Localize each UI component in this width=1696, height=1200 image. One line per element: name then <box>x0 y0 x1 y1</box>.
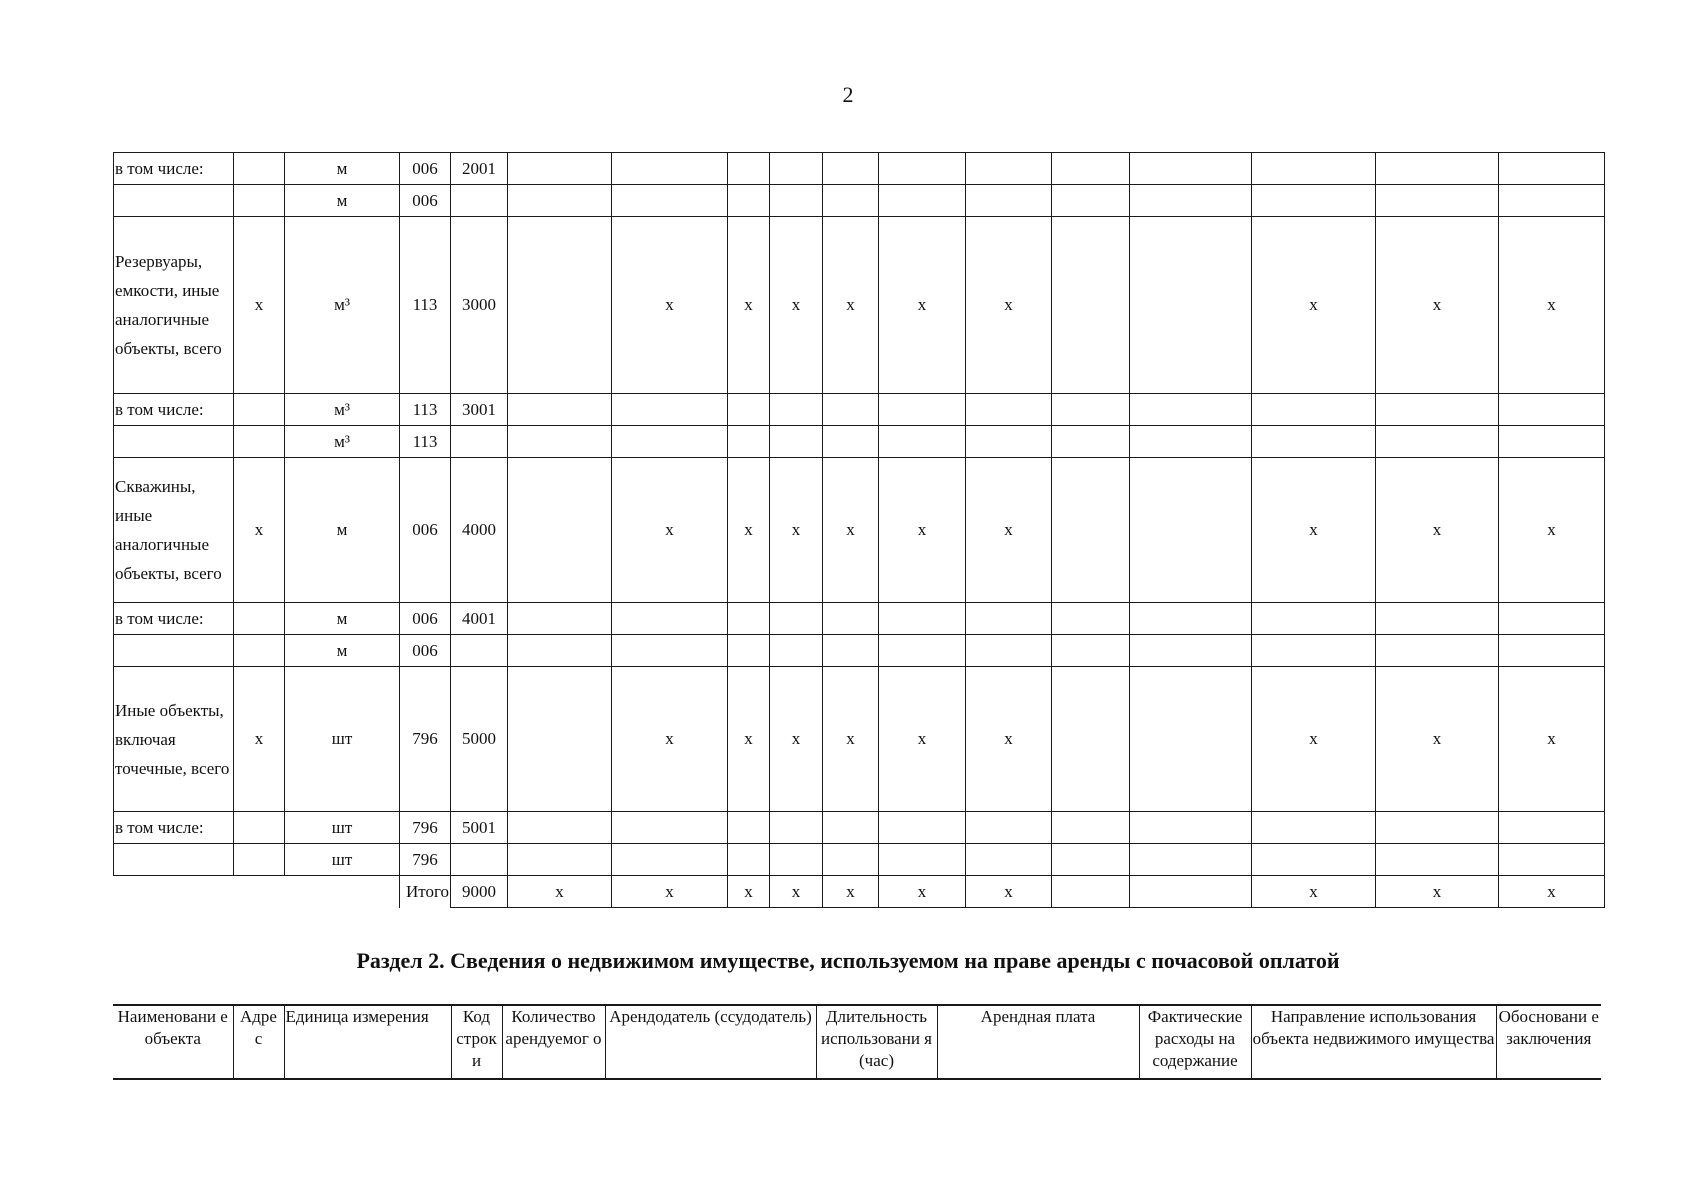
table-cell <box>728 185 770 217</box>
table-cell: х <box>728 217 770 394</box>
table-cell: х <box>234 667 285 812</box>
table-cell: х <box>823 217 879 394</box>
table-cell <box>879 844 966 876</box>
total-cell: х <box>879 876 966 908</box>
table-cell: х <box>234 458 285 603</box>
table-cell <box>1499 812 1605 844</box>
row-name-cell: в том числе: <box>114 394 234 426</box>
row-name-cell: Скважины, иные аналогичные объекты, всего <box>114 458 234 603</box>
table-cell <box>728 812 770 844</box>
table-row <box>114 153 1605 185</box>
table-cell <box>1499 635 1605 667</box>
table-cell <box>1130 812 1252 844</box>
total-cell: х <box>770 876 823 908</box>
table-cell: х <box>879 667 966 812</box>
table-cell <box>508 635 612 667</box>
table-cell <box>1052 812 1130 844</box>
table-cell <box>612 153 728 185</box>
row-name-cell: Иные объекты, включая точечные, всего <box>114 667 234 812</box>
table-cell <box>1376 394 1499 426</box>
table-cell: х <box>770 667 823 812</box>
table-cell <box>508 603 612 635</box>
table-cell <box>966 185 1052 217</box>
section-2-column-header: Наименовани е объекта <box>113 1005 233 1079</box>
table-cell <box>234 153 285 185</box>
table-cell <box>508 458 612 603</box>
table-cell <box>966 812 1052 844</box>
line-code-cell: 5000 <box>451 667 508 812</box>
section-2-header-table <box>113 1004 1601 1080</box>
unit-code-cell: 006 <box>400 185 451 217</box>
table-cell <box>612 426 728 458</box>
table-cell <box>966 394 1052 426</box>
table-row <box>114 458 1605 603</box>
table-cell: х <box>823 458 879 603</box>
table-cell: х <box>1252 217 1376 394</box>
table-cell <box>1130 603 1252 635</box>
table-cell <box>234 394 285 426</box>
row-name-cell: Резервуары, емкости, иные аналогичные объекты, всего <box>114 217 234 394</box>
row-name-cell <box>114 185 234 217</box>
table-cell <box>1052 185 1130 217</box>
table-cell: шт <box>285 812 400 844</box>
total-row <box>114 876 1605 908</box>
table-cell <box>1376 635 1499 667</box>
section-2-column-header: Количество арендуемог о <box>502 1005 605 1079</box>
total-cell: х <box>1499 876 1605 908</box>
table-cell <box>770 426 823 458</box>
table-cell <box>612 812 728 844</box>
table-cell: х <box>728 458 770 603</box>
section-2-column-header: Единица измерения <box>284 1005 451 1079</box>
table-cell <box>508 426 612 458</box>
table-cell <box>612 185 728 217</box>
table-cell: х <box>770 217 823 394</box>
table-cell <box>612 635 728 667</box>
unit-code-cell: 006 <box>400 635 451 667</box>
table-cell: х <box>1252 667 1376 812</box>
table-cell: х <box>770 458 823 603</box>
table-cell <box>1252 812 1376 844</box>
table-cell <box>966 603 1052 635</box>
table-cell: м <box>285 153 400 185</box>
table-cell <box>823 185 879 217</box>
row-name-cell <box>114 426 234 458</box>
table-cell <box>1499 153 1605 185</box>
table-cell <box>1499 844 1605 876</box>
table-cell <box>234 603 285 635</box>
table-cell: х <box>1376 667 1499 812</box>
table-cell <box>1052 844 1130 876</box>
line-code-cell: 2001 <box>451 153 508 185</box>
table-cell <box>234 185 285 217</box>
table-cell <box>508 844 612 876</box>
table-cell <box>879 185 966 217</box>
table-cell <box>728 153 770 185</box>
table-cell: х <box>612 217 728 394</box>
table-cell <box>879 812 966 844</box>
table-row <box>114 394 1605 426</box>
table-cell: м³ <box>285 217 400 394</box>
table-cell <box>1052 635 1130 667</box>
table-cell <box>612 603 728 635</box>
total-blank-cell <box>114 876 400 908</box>
table-cell <box>966 153 1052 185</box>
table-cell <box>1376 812 1499 844</box>
table-cell <box>728 635 770 667</box>
line-code-cell: 3000 <box>451 217 508 394</box>
table-cell: м³ <box>285 394 400 426</box>
table-cell: х <box>1376 217 1499 394</box>
table-cell <box>1252 185 1376 217</box>
unit-code-cell: 113 <box>400 217 451 394</box>
table-cell <box>966 635 1052 667</box>
table-cell: м <box>285 458 400 603</box>
total-cell <box>1052 876 1130 908</box>
table-cell <box>1130 426 1252 458</box>
table-cell <box>508 185 612 217</box>
line-code-cell <box>451 426 508 458</box>
table-cell <box>823 394 879 426</box>
table-cell <box>1130 394 1252 426</box>
table-cell: х <box>234 217 285 394</box>
section-2-column-header: Обосновани е заключения <box>1496 1005 1601 1079</box>
table-cell <box>234 426 285 458</box>
objects-table <box>113 152 1605 908</box>
line-code-cell <box>451 635 508 667</box>
table-cell <box>1052 667 1130 812</box>
table-row <box>114 217 1605 394</box>
table-cell <box>823 844 879 876</box>
row-name-cell: в том числе: <box>114 812 234 844</box>
table-cell <box>728 844 770 876</box>
table-cell: м <box>285 635 400 667</box>
section-2-column-header: Направление использования объекта недвижимого имущества <box>1251 1005 1496 1079</box>
unit-code-cell: 796 <box>400 667 451 812</box>
table-cell: х <box>823 667 879 812</box>
line-code-cell: 5001 <box>451 812 508 844</box>
table-cell <box>1052 458 1130 603</box>
table-cell: х <box>879 458 966 603</box>
table-cell: х <box>966 667 1052 812</box>
table-cell: х <box>879 217 966 394</box>
table-cell <box>879 153 966 185</box>
table-cell <box>612 844 728 876</box>
table-cell: х <box>966 458 1052 603</box>
table-cell: х <box>612 667 728 812</box>
table-cell <box>1130 153 1252 185</box>
table-cell <box>1376 603 1499 635</box>
table-cell: х <box>1252 458 1376 603</box>
table-cell: шт <box>285 844 400 876</box>
table-cell <box>1376 153 1499 185</box>
table-cell: м <box>285 603 400 635</box>
table-cell <box>1252 153 1376 185</box>
table-cell: м³ <box>285 426 400 458</box>
table-cell <box>770 603 823 635</box>
page-number: 2 <box>842 82 854 107</box>
table-cell <box>770 635 823 667</box>
table-cell <box>1130 217 1252 394</box>
table-cell <box>234 844 285 876</box>
table-row <box>114 844 1605 876</box>
total-cell <box>1130 876 1252 908</box>
total-cell: х <box>508 876 612 908</box>
table-cell <box>1252 635 1376 667</box>
table-cell <box>879 394 966 426</box>
table-cell: х <box>612 458 728 603</box>
table-cell <box>1252 426 1376 458</box>
table-row <box>114 185 1605 217</box>
table-cell <box>1499 394 1605 426</box>
section-2-column-header: Арендная плата <box>937 1005 1139 1079</box>
table-cell <box>823 426 879 458</box>
table-cell <box>1130 458 1252 603</box>
row-name-cell: в том числе: <box>114 603 234 635</box>
table-cell <box>1376 426 1499 458</box>
table-cell <box>1130 667 1252 812</box>
section-2-title: Раздел 2. Сведения о недвижимом имуществе, используемом на праве аренды с почасовой оплатой <box>356 948 1340 973</box>
line-code-cell <box>451 185 508 217</box>
table-cell <box>728 603 770 635</box>
table-cell: х <box>728 667 770 812</box>
table-cell <box>1252 844 1376 876</box>
table-cell <box>234 635 285 667</box>
total-cell: х <box>823 876 879 908</box>
total-cell: х <box>612 876 728 908</box>
table-cell <box>612 394 728 426</box>
table-cell <box>1499 185 1605 217</box>
total-label: Итого <box>400 876 451 908</box>
unit-code-cell: 113 <box>400 426 451 458</box>
table-cell <box>1052 394 1130 426</box>
table-cell <box>1052 603 1130 635</box>
unit-code-cell: 113 <box>400 394 451 426</box>
row-name-cell: в том числе: <box>114 153 234 185</box>
table-row <box>114 426 1605 458</box>
total-code-cell: 9000 <box>451 876 508 908</box>
table-cell <box>1052 426 1130 458</box>
table-cell <box>508 667 612 812</box>
section-2-column-header: Адре с <box>233 1005 284 1079</box>
unit-code-cell: 006 <box>400 458 451 603</box>
table-cell <box>728 426 770 458</box>
total-cell: х <box>966 876 1052 908</box>
table-cell <box>1376 844 1499 876</box>
section-2-column-header: Фактические расходы на содержание <box>1139 1005 1251 1079</box>
table-cell: м <box>285 185 400 217</box>
row-name-cell <box>114 635 234 667</box>
table-cell <box>879 426 966 458</box>
table-row <box>114 812 1605 844</box>
table-cell <box>770 185 823 217</box>
total-cell: х <box>1252 876 1376 908</box>
table-cell <box>1376 185 1499 217</box>
unit-code-cell: 006 <box>400 603 451 635</box>
table-cell <box>1130 635 1252 667</box>
table-cell <box>823 603 879 635</box>
table-cell <box>508 812 612 844</box>
table-cell: х <box>1499 667 1605 812</box>
table-cell <box>508 153 612 185</box>
table-cell <box>770 812 823 844</box>
table-row <box>114 667 1605 812</box>
table-cell <box>234 812 285 844</box>
table-cell <box>770 394 823 426</box>
table-cell <box>879 603 966 635</box>
table-cell: х <box>1499 217 1605 394</box>
table-cell <box>1052 217 1130 394</box>
unit-code-cell: 796 <box>400 844 451 876</box>
table-cell: х <box>966 217 1052 394</box>
table-cell <box>966 844 1052 876</box>
table-cell <box>879 635 966 667</box>
table-cell <box>1252 394 1376 426</box>
total-cell: х <box>728 876 770 908</box>
table-cell <box>1499 426 1605 458</box>
table-cell <box>1130 844 1252 876</box>
table-cell <box>770 844 823 876</box>
table-cell <box>508 394 612 426</box>
section-2-column-header: Код строк и <box>451 1005 502 1079</box>
table-cell <box>966 426 1052 458</box>
unit-code-cell: 006 <box>400 153 451 185</box>
table-cell: х <box>1376 458 1499 603</box>
table-cell: шт <box>285 667 400 812</box>
table-cell <box>1252 603 1376 635</box>
section-2-column-header: Арендодатель (ссудодатель) <box>605 1005 816 1079</box>
section-2-column-header: Длительность использовани я (час) <box>816 1005 937 1079</box>
table-cell <box>508 217 612 394</box>
table-cell <box>728 394 770 426</box>
line-code-cell: 3001 <box>451 394 508 426</box>
line-code-cell: 4001 <box>451 603 508 635</box>
total-cell: х <box>1376 876 1499 908</box>
table-row <box>114 603 1605 635</box>
table-cell <box>823 153 879 185</box>
table-cell <box>823 812 879 844</box>
table-row <box>114 635 1605 667</box>
table-cell: х <box>1499 458 1605 603</box>
table-cell <box>1052 153 1130 185</box>
table-cell <box>1130 185 1252 217</box>
table-cell <box>823 635 879 667</box>
table-cell <box>770 153 823 185</box>
unit-code-cell: 796 <box>400 812 451 844</box>
table-cell <box>1499 603 1605 635</box>
line-code-cell: 4000 <box>451 458 508 603</box>
line-code-cell <box>451 844 508 876</box>
row-name-cell <box>114 844 234 876</box>
